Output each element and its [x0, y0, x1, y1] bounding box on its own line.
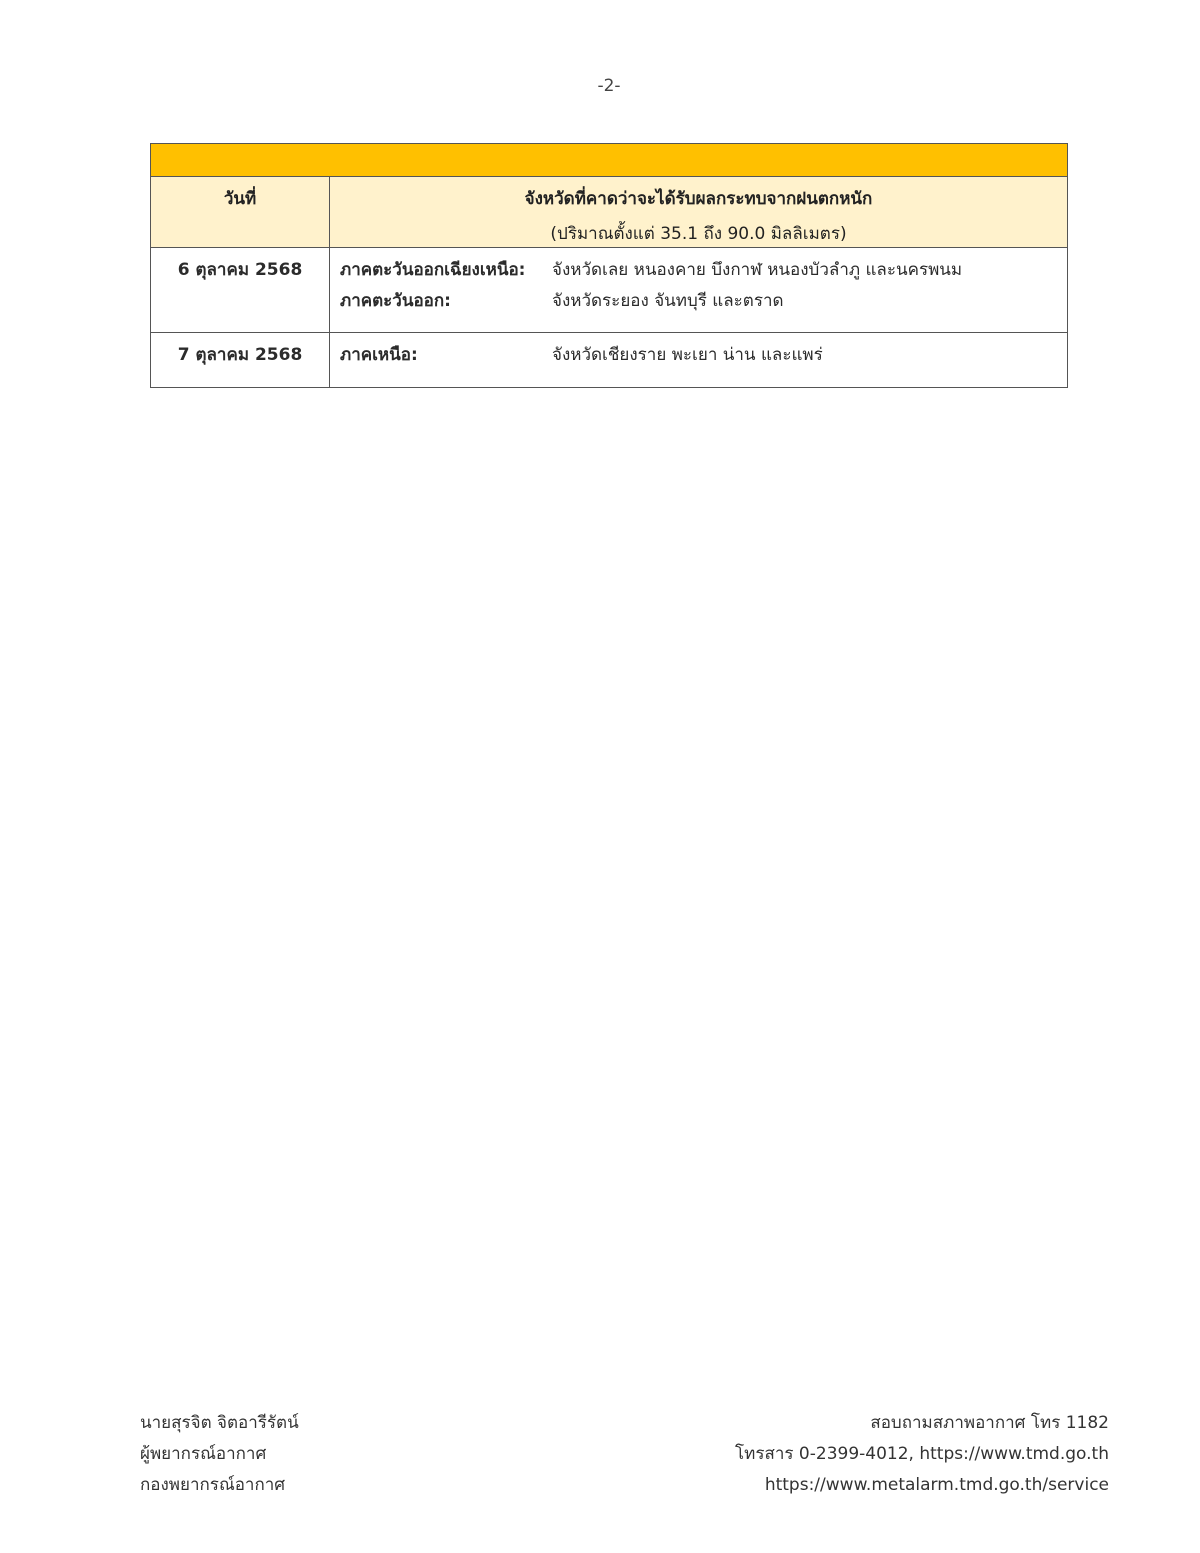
forecaster-division: กองพยากรณ์อากาศ — [140, 1475, 286, 1495]
contact-service-link[interactable]: https://www.metalarm.tmd.go.th/service — [764, 1475, 1109, 1495]
contact-fax-website[interactable]: โทรสาร 0-2399-4012, https://www.tmd.go.th — [735, 1444, 1109, 1464]
date-cell: 7 ตุลาคม 2568 — [151, 333, 330, 388]
forecaster-signature-block — [140, 1408, 299, 1501]
contact-info-block — [735, 1408, 1109, 1501]
province-list: จังหวัดเลย หนองคาย บึงกาฬ หนองบัวลำภู และนครพนม — [552, 260, 963, 280]
region-line — [340, 285, 1067, 316]
area-header-subtitle: (ปริมาณตั้งแต่ 35.1 ถึง 90.0 มิลลิเมตร) — [550, 224, 847, 244]
table-header-row — [151, 177, 1068, 248]
area-column-header — [330, 177, 1068, 248]
contact-phone: สอบถามสภาพอากาศ โทร 1182 — [870, 1413, 1109, 1433]
area-cell — [330, 333, 1068, 388]
table-row — [151, 248, 1068, 333]
rain-forecast-table — [150, 143, 1068, 388]
date-cell: 6 ตุลาคม 2568 — [151, 248, 330, 333]
area-cell — [330, 248, 1068, 333]
page-number: -2- — [597, 76, 621, 96]
region-name: ภาคตะวันออก: — [340, 291, 451, 311]
region-line — [340, 339, 1067, 370]
area-header-title: จังหวัดที่คาดว่าจะได้รับผลกระทบจากฝนตกหนัก — [524, 189, 873, 209]
province-list: จังหวัดระยอง จันทบุรี และตราด — [552, 291, 784, 311]
region-name: ภาคตะวันออกเฉียงเหนือ: — [340, 260, 526, 280]
province-list: จังหวัดเชียงราย พะเยา น่าน และแพร่ — [552, 345, 823, 365]
table-row — [151, 333, 1068, 388]
forecaster-title: ผู้พยากรณ์อากาศ — [140, 1444, 267, 1464]
region-name: ภาคเหนือ: — [340, 345, 418, 365]
table-color-band — [151, 144, 1068, 177]
forecaster-name: นายสุรจิต จิตอารีรัตน์ — [140, 1413, 299, 1433]
date-column-header: วันที่ — [151, 177, 330, 248]
region-line — [340, 254, 1067, 285]
